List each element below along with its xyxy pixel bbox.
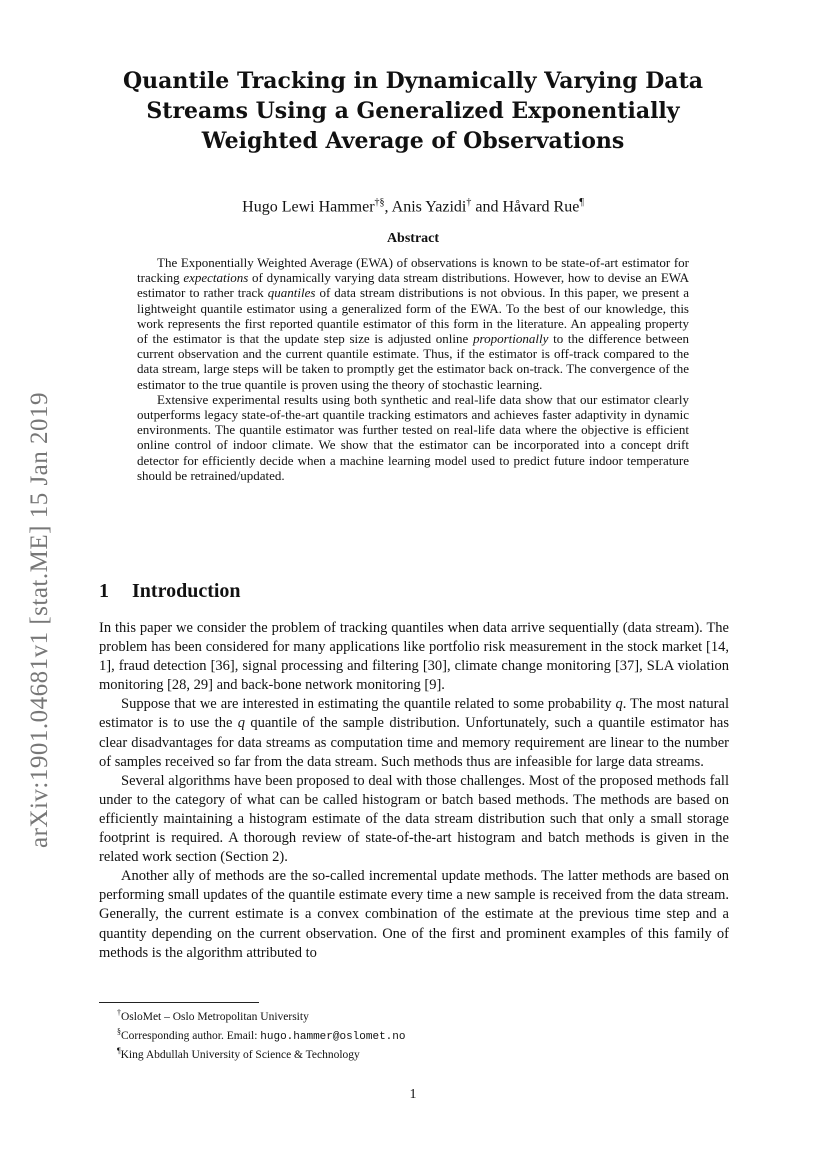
author-separator: , [384, 198, 392, 216]
abstract-text: of data stream distributions is not obvious. In this paper, we present a lightweight quantile estimator using a generalized form of the EWA. To the best of our knowledge, this work represents the first reported quantile estimator of this form in the literature. An appealing property of the estimator is that the update step size is adjusted online [137, 285, 690, 347]
section-number: 1 [99, 580, 109, 602]
body-paragraph: Several algorithms have been proposed to deal with those challenges. Most of the proposed methods fall under to the category of what can be called histogram or batch based methods. The methods are based on efficiently maintaining a histogram estimate of the data stream distribution such that only a small storage footprint is required. A thorough review of state-of-the-art histogram and batch methods is given in the related work section (Section 2). [99, 772, 729, 866]
abstract-body [137, 255, 689, 483]
author-affiliation-mark: † [466, 197, 472, 208]
footnote-text: OsloMet – Oslo Metropolitan University [121, 1010, 309, 1023]
body-text: Suppose that we are interested in estimating the quantile related to some probability [121, 696, 616, 713]
math-variable: q [237, 715, 245, 732]
paper-title: Quantile Tracking in Dynamically Varying Data Streams Using a Generalized Exponentially Weighted Average of Observations [123, 68, 703, 154]
footnotes [117, 1006, 717, 1063]
footnote-mark: § [117, 1026, 121, 1036]
abstract-paragraph [137, 255, 689, 392]
body-paragraph [99, 695, 729, 771]
emphasis: quantiles [267, 285, 316, 301]
author-affiliation-mark: ¶ [579, 197, 584, 208]
author-name: Anis Yazidi [391, 198, 467, 216]
author-name: Håvard Rue [502, 198, 580, 216]
emphasis: expectations [183, 270, 249, 286]
body-paragraph: In this paper we consider the problem of tracking quantiles when data arrive sequentially (data stream). The problem has been considered for many applications like portfolio risk measurement in the stock market [14, 1], fraud detection [36], signal processing and filtering [30], climate change monitoring [37], SLA violation monitoring [28, 29] and back-bone network monitoring [9]. [99, 620, 729, 694]
abstract-text: to the difference between current observation and the current quantile estimate. Thus, if the estimator is off-track compared to the data stream, large steps will be taken to promptly get the estimator back on-track. The convergence of the estimator to the true quantile is proven using the theory of stochastic learning. [137, 331, 689, 392]
emphasis: proportionally [473, 331, 549, 347]
email-link[interactable]: hugo.hammer@oslomet.no [260, 1030, 406, 1043]
section-heading [99, 580, 739, 603]
footnote-mark: ¶ [117, 1046, 121, 1056]
abstract-paragraph: Extensive experimental results using both synthetic and real-life data show that our estimator clearly outperforms legacy state-of-the-art quantile tracking estimators and achieves faster adaptivity in dynamic environments. The quantile estimator was further tested on real-life data where the objective is efficient online control of indoor climate. We show that the estimator can be incorporated into a concept drift detector for efficiently decide when a machine learning model used to predict future indoor temperature should be retrained/updated. [137, 391, 689, 483]
section-title: Introduction [132, 580, 241, 602]
body-text: quantile of the sample distribution. Unfortunately, such a quantile estimator has clear disadvantages for data streams as computation time and memory requirement are linear to the number of samples received so far from the data stream. Such methods thus are infeasible for large data streams. [99, 715, 729, 770]
page-number: 1 [409, 1087, 417, 1102]
arxiv-stamp-text: arXiv:1901.04681v1 [stat.ME] 15 Jan 2019 [26, 391, 53, 849]
author-list [90, 197, 736, 216]
arxiv-stamp [20, 360, 60, 880]
footnote-rule [99, 1002, 259, 1003]
footnote-text: Corresponding author. Email: [121, 1029, 261, 1042]
footnote-text: King Abdullah University of Science & Technology [120, 1049, 360, 1062]
author-separator: and [471, 198, 503, 216]
author-name: Hugo Lewi Hammer [242, 198, 375, 216]
abstract-text: The Exponentially Weighted Average (EWA) of observations is known to be state-of-art estimator for tracking [137, 255, 689, 286]
footnote [117, 1006, 717, 1025]
math-variable: q [615, 696, 623, 713]
body-paragraph: Another ally of methods are the so-called incremental update methods. The latter methods are based on performing small updates of the quantile estimate every time a new sample is received from the data stream. Generally, the current estimate is a convex combination of the estimate at the previous time step and a quantity depending on the current observation. One of the first and prominent examples of this family of methods is the algorithm attributed to [99, 868, 729, 961]
abstract-text: of dynamically varying data stream distributions. However, how to devise an EWA estimator to rather track [137, 270, 689, 301]
footnote-mark: † [117, 1008, 121, 1017]
abstract-heading: Abstract [386, 231, 440, 246]
footnote [117, 1025, 717, 1045]
author-affiliation-mark: †§ [374, 197, 385, 208]
footnote [117, 1044, 717, 1063]
body-text: . The most natural estimator is to use the [99, 696, 729, 732]
introduction-body [99, 619, 729, 963]
